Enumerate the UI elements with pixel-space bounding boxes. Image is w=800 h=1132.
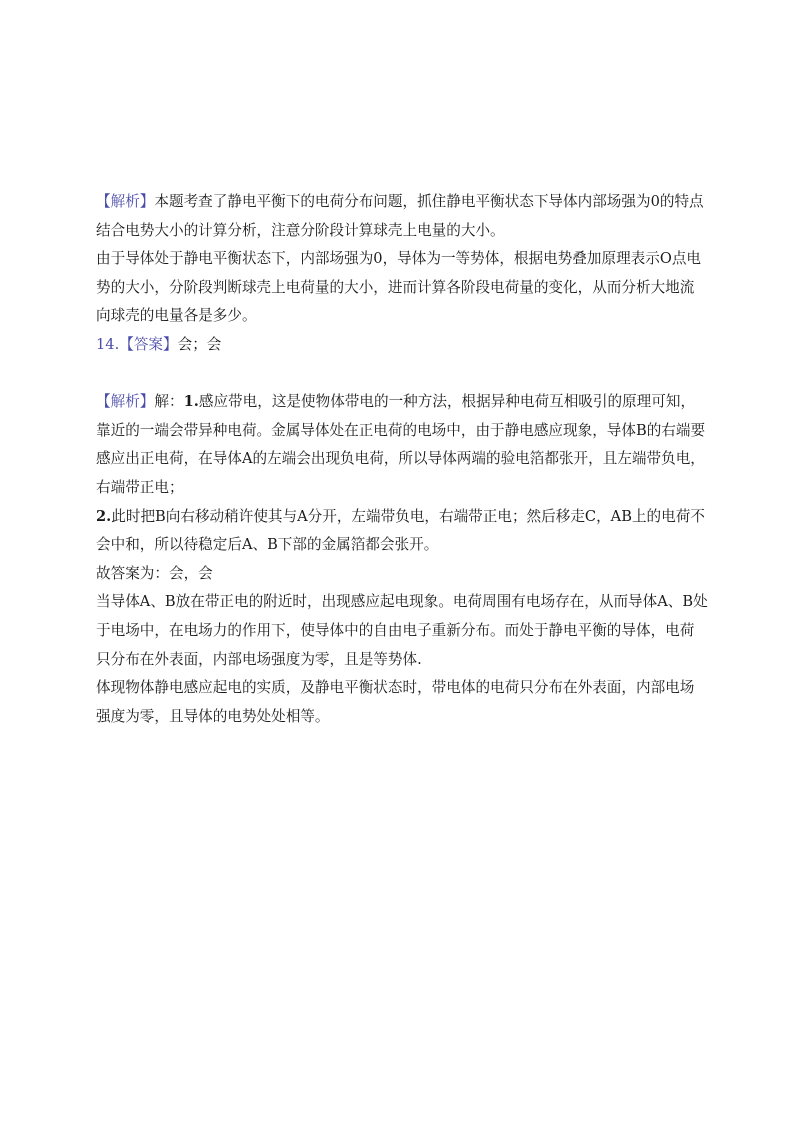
q14-conclusion: 故答案为：会，会 [96, 564, 213, 582]
q14-answer-text: 会；会 [177, 335, 222, 353]
q13-analysis-text: 本题考查了静电平衡下的电荷分布问题，抓住静电平衡状态下导体内部场强为0的特点结合电势大小的计算分析，注意分阶段计算球壳上电量的大小。 [96, 193, 704, 239]
spacer [96, 360, 708, 389]
q14-point1-text: 感应带电，这是使物体带电的一种方法，根据异种电荷互相吸引的原理可知，靠近的一端会带异种电荷。金属导体处在正电荷的电场中，由于静电感应现象，导体B的右端要感应出正电荷，在导体A的左端会出现负电荷，所以导体两端的验电箔都张开，且左端带负电，右端带正电； [96, 393, 706, 496]
q13-analysis-paragraph [96, 188, 708, 245]
q14-analysis-paragraph [96, 388, 708, 502]
q14-point2-text: 此时把B向右移动稍许使其与A分开，左端带负电，右端带正电；然后移走C，AB上的电荷不会中和，所以待稳定后A、B下部的金属箔都会张开。 [96, 507, 705, 554]
q14-answer-tag: 【答案】 [119, 335, 178, 353]
q14-point2-paragraph [96, 503, 708, 560]
document-page [96, 188, 708, 731]
q14-answer-line [96, 331, 708, 360]
q14-point1-number: 1. [183, 393, 199, 411]
q14-summary-2: 体现物体静电感应起电的实质，及静电平衡状态时，带电体的电荷只分布在外表面，内部电场强度为零，且导体的电势处处相等。 [96, 679, 695, 725]
q14-analysis-tag: 【解析】 [96, 393, 155, 411]
q14-summary-1: 当导体A、B放在带正电的附近时，出现感应起电现象。电荷周围有电场存在，从而导体A、B处于电场中，在电场力的作用下，使导体中的自由电子重新分布。而处于静电平衡的导体，电荷只分布在外表面，内部电场强度为零，且是等势体. [96, 593, 708, 668]
q13-analysis-tag: 【解析】 [96, 193, 155, 210]
q14-number: 14. [96, 335, 120, 353]
q13-analysis-paragraph-2: 由于导体处于静电平衡状态下，内部场强为0，导体为一等势体，根据电势叠加原理表示O点电势的大小，分阶段判断球壳上电荷量的大小，进而计算各阶段电荷量的变化，从而分析大地流向球壳的电量各是多少。 [96, 250, 702, 325]
q14-analysis-lead: 解： [154, 393, 184, 411]
q14-point2-number: 2. [96, 507, 112, 525]
